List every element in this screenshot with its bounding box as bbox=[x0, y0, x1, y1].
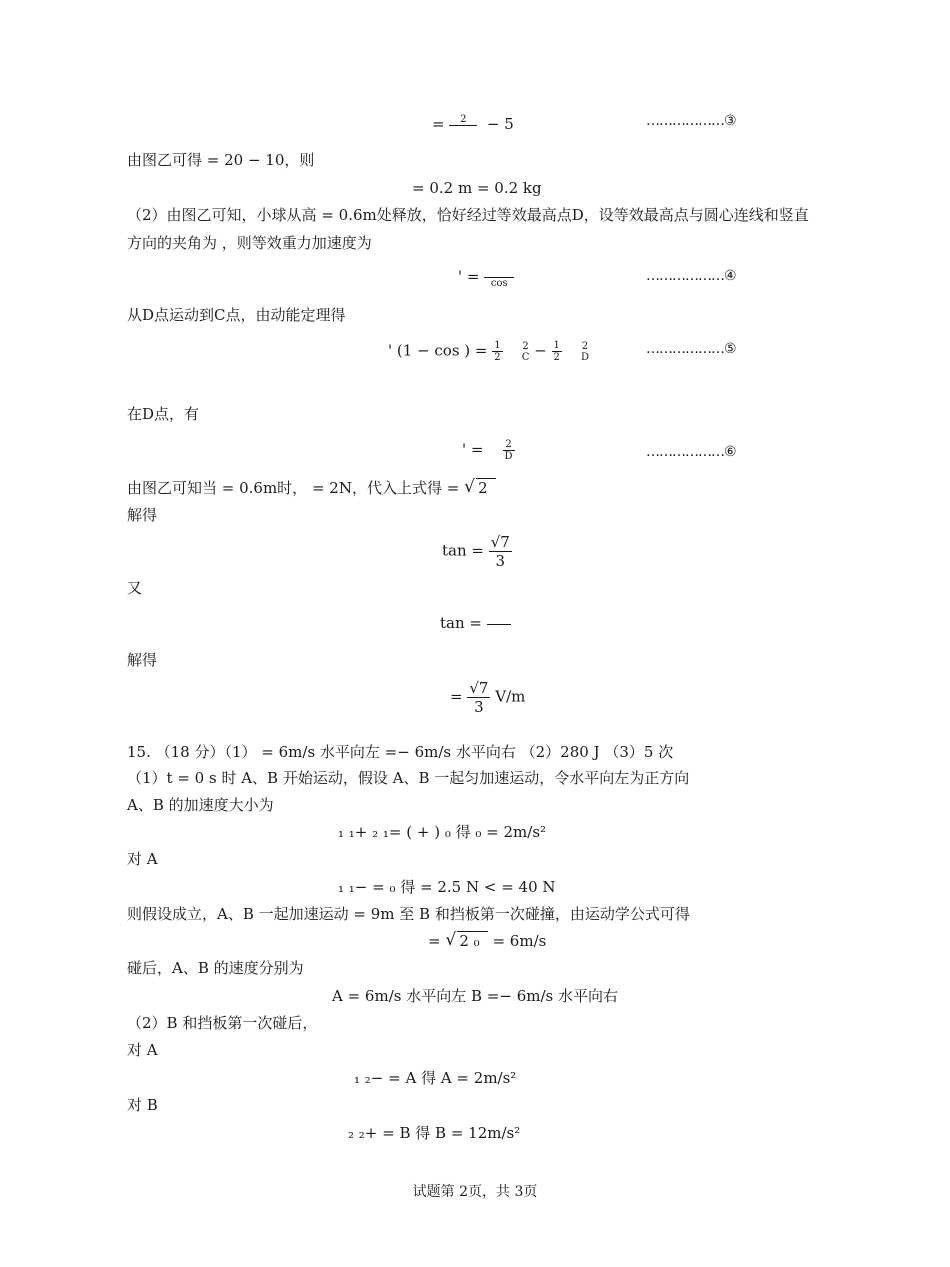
equation-marker-4: ………………④ bbox=[646, 268, 736, 284]
eq-line: ₁ ₁− = ₀ 得 = 2.5 N < = 40 N bbox=[338, 878, 556, 896]
eq-line-5: ' (1 − cos ) = $\frac{1}{2}$ 2 C − $\frac{1}{2}$ 2 D bbox=[388, 340, 589, 363]
text-line: 对 A bbox=[127, 850, 158, 868]
text-line: 碰后，A、B 的速度分别为 bbox=[127, 959, 304, 977]
text-line: （2）B 和挡板第一次碰后， bbox=[127, 1014, 318, 1032]
eq-line: ₁ ₁+ ₂ ₁= ( + ) ₀ 得 ₀ = 2m/s² bbox=[338, 823, 547, 841]
text-line: A、B 的加速度大小为 bbox=[127, 796, 274, 814]
question-15-header: 15. （18 分）（1） = 6m/s 水平向左 =− 6m/s 水平向右 （2）280 J （3）5 次 bbox=[127, 743, 674, 761]
text-line: （2）由图乙可知，小球从高 = 0.6m处释放，恰好经过等效最高点D，设等效最高点与圆心连线和竖直 bbox=[127, 206, 809, 224]
text-line: 对 B bbox=[127, 1096, 158, 1114]
result-line: = 0.2 m = 0.2 kg bbox=[412, 179, 542, 197]
text-line: 对 A bbox=[127, 1041, 158, 1059]
equation-marker-3: ………………③ bbox=[646, 113, 736, 129]
eq-tan-line: tan = $\frac{√7}{3}$ bbox=[442, 533, 510, 570]
eq-line: = √ 2 ₀ = 6m/s bbox=[428, 931, 546, 951]
text-line: 从D点运动到C点，由动能定理得 bbox=[127, 306, 346, 324]
eq-line-4: ' = cos bbox=[458, 266, 514, 289]
text-line: 解得 bbox=[127, 506, 158, 524]
equation-marker-5: ………………⑤ bbox=[646, 341, 736, 357]
text-line: 解得 bbox=[127, 651, 158, 669]
text-line: 由图乙可得 = 20 − 10，则 bbox=[127, 151, 315, 169]
eq-line: A = 6m/s 水平向左 B =− 6m/s 水平向右 bbox=[332, 987, 618, 1005]
text-line: 在D点，有 bbox=[127, 405, 200, 423]
text-line: 又 bbox=[127, 579, 143, 597]
eq-line: ₁ ₂− = A 得 A = 2m/s² bbox=[354, 1069, 517, 1087]
text-line: 则假设成立，A、B 一起加速运动 = 9m 至 B 和挡板第一次碰撞，由运动学公式可得 bbox=[127, 905, 690, 923]
text-line: （1）t = 0 s 时 A、B 开始运动，假设 A、B 一起匀加速运动，令水平向左为正方向 bbox=[127, 769, 690, 787]
eq-line: ₂ ₂+ = B 得 B = 12m/s² bbox=[348, 1124, 521, 1142]
eq-line-3: = 2 − 5 bbox=[432, 114, 514, 133]
eq-field-line: = $\frac{√7}{3}$ V/m bbox=[450, 679, 526, 716]
text-line: 方向的夹角为 ，则等效重力加速度为 bbox=[127, 234, 372, 252]
text-line: 由图乙可知当 = 0.6m时， = 2N，代入上式得 = √ 2 bbox=[127, 478, 496, 498]
page-footer: 试题第 2页，共 3页 bbox=[412, 1184, 538, 1200]
eq-tan-line-2: tan = bbox=[440, 613, 511, 633]
equation-marker-6: ………………⑥ bbox=[646, 444, 736, 460]
eq-line-6: ' = $\frac{2}{D}$ bbox=[462, 439, 513, 462]
